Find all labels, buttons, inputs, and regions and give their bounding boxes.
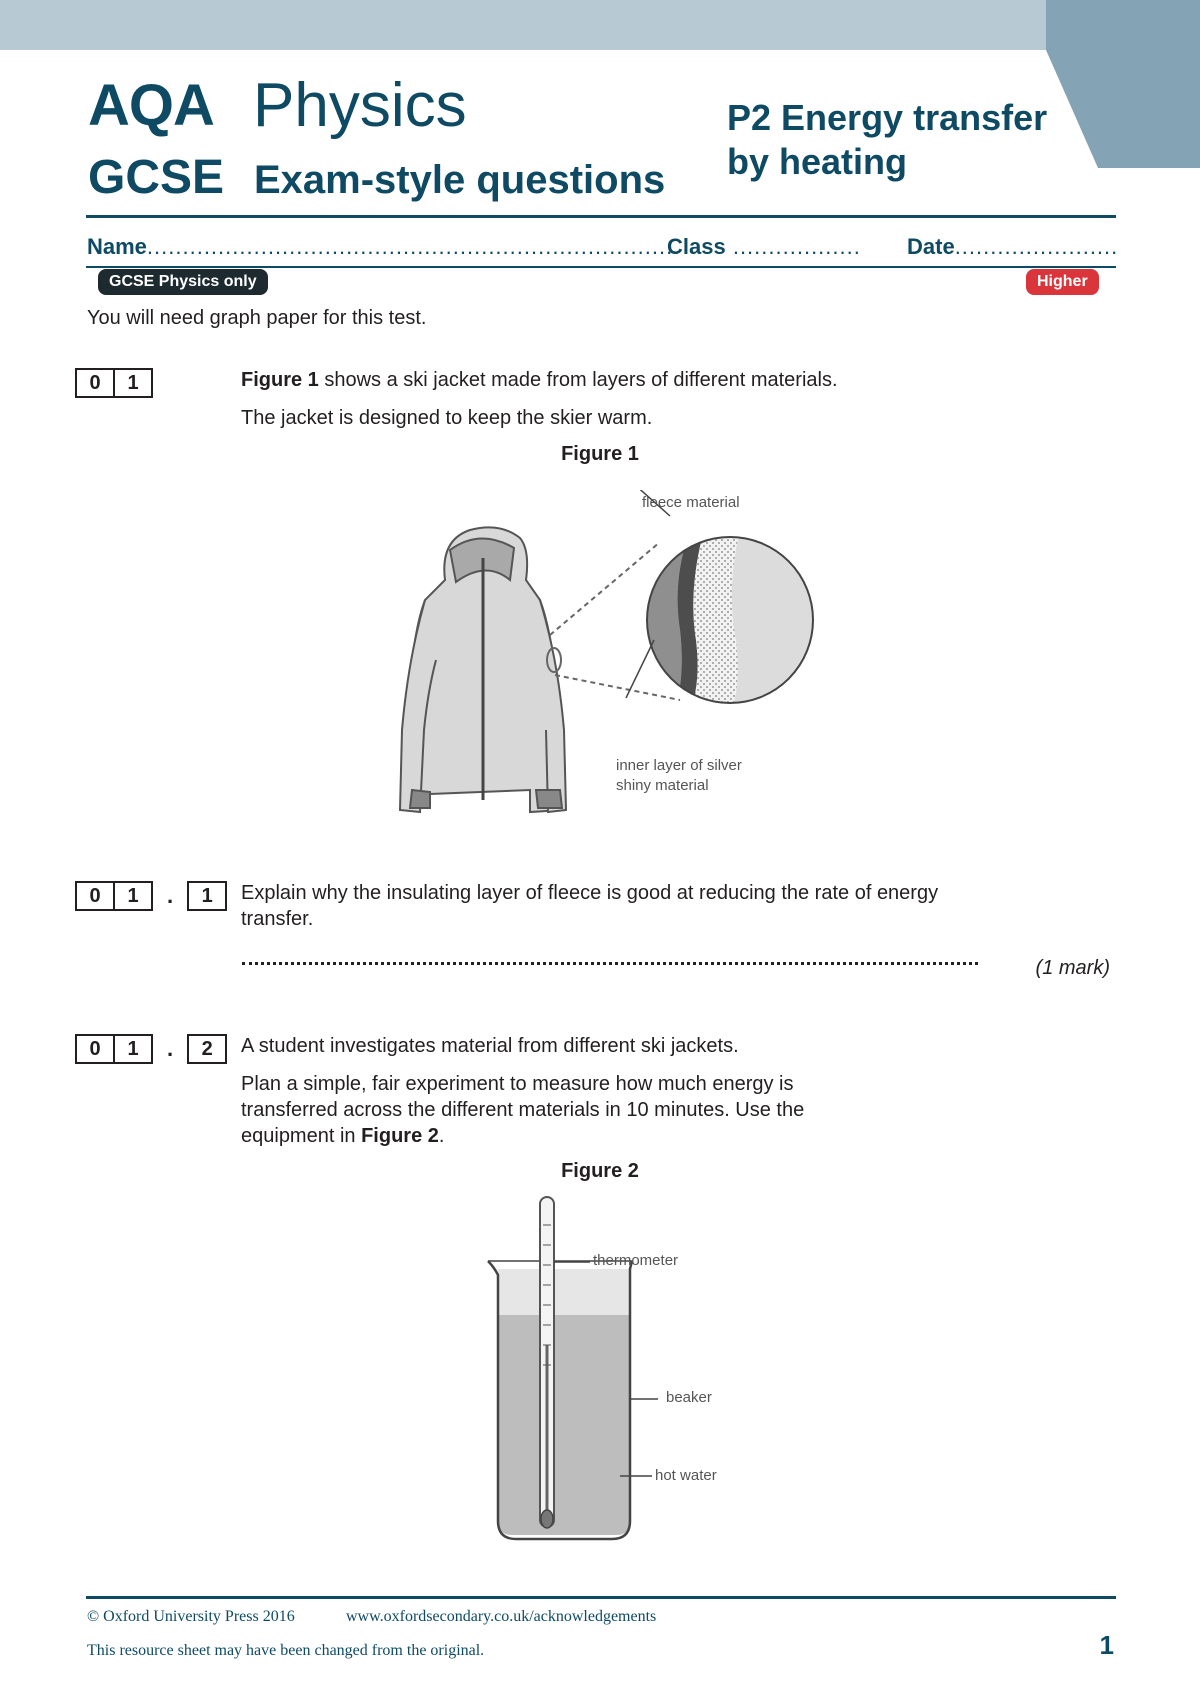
class-field[interactable]: Class .................. [667,234,861,259]
question-separator: . [167,1036,174,1061]
class-label: Class [667,234,726,259]
question-subpart: 2 [187,1034,227,1064]
figure-1-title: Figure 1 [561,443,639,465]
higher-tier-badge: Higher [1026,269,1099,295]
label-inner-line2: shiny material [616,777,709,794]
question-digit: 0 [75,881,115,911]
physics-only-badge: GCSE Physics only [98,269,268,295]
q01-2-text2-end: . [438,1125,445,1147]
callout-line [555,675,680,700]
figure-ref: Figure 1 [241,369,319,391]
question-digit: 0 [75,368,115,398]
details-rule [86,266,1116,268]
label-thermometer: thermometer [593,1252,679,1269]
label-inner-line1: inner layer of silver [616,757,742,774]
question-separator: . [167,883,174,908]
question-digit: 0 [75,1034,115,1064]
name-label: Name [87,234,147,259]
label-inner-layer [616,756,742,796]
question-subpart: 1 [187,881,227,911]
figure-2-title: Figure 2 [561,1160,639,1182]
figure-1-jacket-diagram [390,490,830,830]
inner-layer-pointer [626,640,654,698]
thermometer [540,1197,554,1528]
footer-copyright: © Oxford University Press 2016 [87,1608,295,1625]
footer-rule [86,1596,1116,1599]
answer-line[interactable] [242,962,978,965]
q01-line1-rest: shows a ski jacket made from layers of different materials. [318,369,838,391]
date-field[interactable]: Date....................... [907,234,1119,259]
label-hot-water: hot water [655,1467,717,1484]
magnified-layers [640,530,830,720]
question-digit: 1 [115,881,153,911]
footer-note: This resource sheet may have been changed from the original. [87,1642,485,1659]
question-digit: 1 [115,1034,153,1064]
q01-1-text: Explain why the insulating layer of fleece is good at reducing the rate of energy transfer. [241,882,939,930]
date-label: Date [907,234,955,259]
label-beaker: beaker [666,1389,712,1406]
topic-title: P2 Energy transfer by heating [727,97,1048,182]
jacket-illustration [400,527,566,812]
q01-line1 [241,367,838,393]
q01-2-text2 [241,1071,881,1149]
callout-line [550,542,660,635]
intro-text: You will need graph paper for this test. [87,307,427,329]
label-fleece: fleece material [642,494,740,511]
q01-2-text1: A student investigates material from different ski jackets. [241,1035,739,1057]
hot-water [498,1315,630,1535]
marks-label: (1 mark) [1035,957,1110,979]
header-rule [86,215,1116,218]
q01-2-text2-main: Plan a simple, fair experiment to measure how much energy is transferred across the different materials in 10 minutes. Use the equipment in [241,1073,805,1147]
brand-aqa: AQA [88,73,214,138]
question-digit: 1 [115,368,153,398]
figure-2-beaker-diagram [480,1195,740,1545]
brand-gcse: GCSE [88,151,225,204]
page-number: 1 [1099,1630,1114,1660]
brand-series: Exam-style questions [254,158,666,202]
brand-subject: Physics [253,71,467,140]
figure-ref: Figure 2 [361,1125,439,1147]
question-number-01 [75,368,153,398]
name-field[interactable]: Name........................................................................... [87,234,681,259]
footer-url[interactable]: www.oxfordsecondary.co.uk/acknowledgements [346,1608,657,1625]
q01-line2: The jacket is designed to keep the skier warm. [241,407,653,429]
question-number-01-2 [75,1034,227,1064]
question-number-01-1 [75,881,227,911]
